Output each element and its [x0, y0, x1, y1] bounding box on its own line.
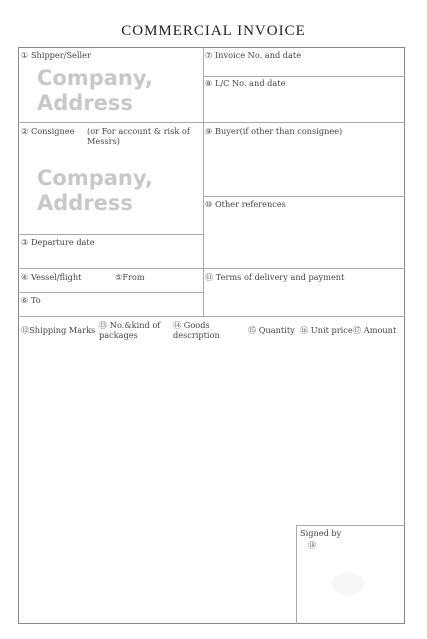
divider — [18, 292, 203, 293]
lc-no-label: ⑧ L/C No. and date — [205, 78, 286, 88]
amount-label: ⑰ Amount — [353, 325, 397, 335]
packages-label: ⑬ No.&kind of packages — [99, 320, 161, 340]
seal-placeholder — [332, 572, 364, 596]
departure-date-label: ③ Departure date — [21, 237, 95, 247]
consignee-company-placeholder: Company, — [37, 166, 153, 190]
page-title: COMMERCIAL INVOICE — [121, 23, 306, 39]
signature-number: ⑱ — [308, 540, 317, 550]
shipper-label: ① Shipper/Seller — [21, 50, 91, 60]
vessel-flight-label: ④ Vessel/flight — [21, 272, 82, 282]
divider — [296, 525, 405, 526]
other-references-label: ⑩ Other references — [205, 199, 286, 209]
divider — [203, 196, 405, 197]
divider — [18, 268, 405, 269]
divider — [203, 76, 405, 77]
signed-by-label: Signed by — [300, 528, 342, 538]
from-label: ⑤From — [115, 272, 145, 282]
shipper-company-placeholder: Company, — [37, 66, 153, 90]
divider — [18, 122, 405, 123]
consignee-address-placeholder: Address — [37, 191, 133, 215]
consignee-label: ② Consignee — [21, 126, 75, 136]
consignee-note: (or For account & risk of Messrs) — [87, 126, 190, 146]
divider — [296, 525, 297, 624]
invoice-no-label: ⑦ Invoice No. and date — [205, 50, 302, 60]
buyer-label: ⑨ Buyer(if other than consignee) — [205, 126, 343, 136]
terms-label: ⑪ Terms of delivery and payment — [205, 272, 345, 282]
goods-description-label: ⑭ Goods description — [173, 320, 220, 340]
shipping-marks-label: ⑫Shipping Marks — [21, 325, 96, 335]
divider — [203, 47, 204, 316]
divider — [18, 316, 405, 317]
unit-price-label: ⑯ Unit price — [300, 325, 353, 335]
shipper-address-placeholder: Address — [37, 91, 133, 115]
quantity-label: ⑮ Quantity — [248, 325, 295, 335]
to-label: ⑥ To — [21, 295, 41, 305]
divider — [18, 234, 203, 235]
